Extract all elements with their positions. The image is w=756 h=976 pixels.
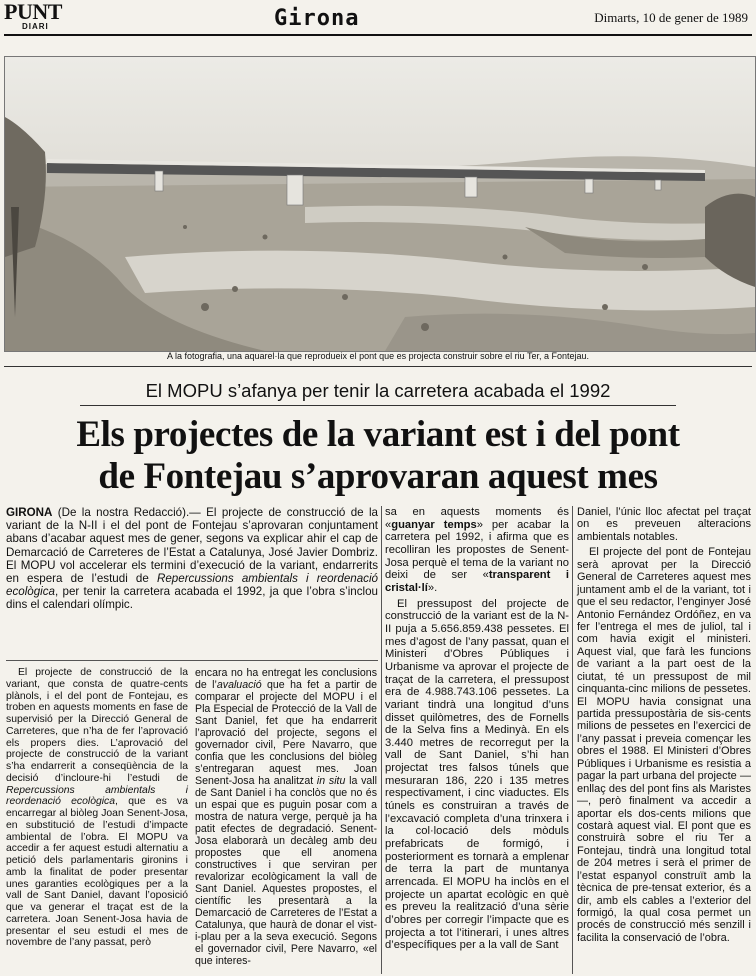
col3-text-a: sa en aquests moments és «	[385, 506, 569, 531]
article-column-1	[6, 667, 188, 952]
article-column-4	[577, 506, 751, 947]
col4-paragraph-2: El projecte del pont de Fontejau serà aprovat per la Direcció General de Carreteres aquest mes juntament amb el de la variant, tot i que el seu redactor, l’enginyer José Antonio Fernández Ordóñez, en va fer l’entrega el mes de juliol, tal i com havia exigit el ministeri. Aquest vial, que farà les funcions de variant a la part oest de la ciutat, té un pressupost de mil cinquanta-cinc milions de pessetes. El MOPU havia consignat una partida pressupostària de sis-cents milions de pessetes en l’exercici de l’any passat i preveia començar les obres el 1988. El Ministeri d’Obres Públiques i Urbanisme es resistia a pagar la part urbana del projecte —enllaç des del pont fins als Maristes—, però finalment va accedir a aportar els dos-cents milions que costarà aquest vial. El pont que es construirà sobre el riu Ter a Fontejau, tindrà una longitud total de 204 metres i serà el primer de l’estat espanyol construït amb la tècnica de pre-tensat exterior, és a dir, amb els cables a l’exterior del formigó, la qual cosa permet un procés de construcció més senzill i facilita la conservació de l’obra.	[577, 546, 751, 944]
col2-paragraph	[195, 667, 377, 967]
lead-text-2: , per tenir la carretera acabada el 1992, ja que l’obra s’inclou dins el calendari olímpic.	[6, 585, 378, 612]
article-subhead: El MOPU s’afanya per tenir la carretera acabada el 1992	[145, 380, 611, 401]
headline-line-1: Els projectes de la variant est i del pont	[76, 414, 680, 455]
section-title: Girona	[274, 6, 360, 31]
col3-paragraph-1	[385, 506, 569, 595]
lead-rule	[6, 660, 378, 661]
col3-bold-2: transparent i cristal·lí	[385, 569, 569, 594]
masthead-rule	[4, 34, 752, 36]
lead-text-1: El projecte de construcció de la variant de la N-II i el del pont de Fontejau s’aprovaran conjuntament abans d’acabar aquest mes de gener, segons va explicar ahir el cap de Demarcació de Carreteres de l’Estat a Catalunya, José Javier Dombriz. El MOPU vol accelerar els termini d’execució de la variant, endarrerits en espera de l’estudi de	[6, 506, 378, 586]
newspaper-logo: PUNT	[4, 0, 62, 24]
lead-dateline: GIRONA	[6, 506, 53, 519]
bridge-watercolor-photo	[4, 56, 756, 352]
col3-text-c: ».	[427, 581, 438, 594]
newspaper-logo-subtitle: DIARI	[22, 22, 49, 31]
masthead	[0, 0, 756, 38]
col4-paragraph-1: Daniel, l’únic lloc afectat pel traçat on es preveuen alteracions ambientals notables.	[577, 506, 751, 543]
col1-text-b: , que es va encarregar al biòleg Joan Senent-Josa, en substitució de l’estudi d’impacte ambiental de l’obra. El MOPU va accedir a fer aquest estudi alternatiu a petició dels parlamentaris gironins i amb la finalitat de poder presentar unes garanties ecològiques per a la vall de Sant Daniel, davant l’oposició que va generar el traçat est de la carretera. Joan Senent-Josa havia de presentar el seu estudi el mes de novembre de l’any passat, però	[6, 796, 188, 949]
caption-rule	[4, 366, 752, 367]
subhead-rule	[80, 405, 676, 406]
col3-text-b: » per acabar la carretera pel 1992, i afirma que es recolliran les propostes de Senent-Josa perquè el tema de la variant no deixi de ser «	[385, 518, 569, 582]
column-divider-1	[381, 506, 382, 974]
lead-italic: Repercussions ambientals i reordenació ecològica	[6, 572, 378, 599]
col2-text-b: que ha fet a partir de comparar el projecte del MOPU i el Pla Especial de Protecció de la Vall de Sant Daniel, fet que ha endarrerit l’aprovació del projecte, segons el governador civil, Pere Navarro, que confia que les conclusions del biòleg s’entregaran aquest mes. Joan Senent-Josa ha analitzat	[195, 678, 377, 787]
col2-italic-1: avaluació	[216, 678, 262, 691]
headline-line-2: de Fontejau s’aprovaran aquest mes	[98, 456, 658, 497]
col2-italic-2: in situ	[316, 774, 346, 787]
bridge-illustration	[5, 57, 755, 351]
col3-bold-1: guanyar temps	[391, 518, 477, 531]
article-headline	[0, 414, 756, 498]
col3-paragraph-2: El pressupost del projecte de construcció de la variant est de la N-II puja a 5.656.859.438 pessetes. El mes d’agost de l’any passat, quan el Ministeri d’Obres Públiques i Urbanisme va aprovar el projecte de traçat de la carretera, el pressupost era de 4.988.743.106 pessetes. La variant tindrà una longitud d’uns disset quilòmetres, des de Fornells de la Selva fins a Medinyà. En els 3.440 metres de recorregut per la vall de Sant Daniel, s’hi han projectat tres falsos túnels que mesuraran 186, 220 i 135 metres respectivament, i cinc viaductes. Els túnels es construiran a través de l’excavació completa d’una trinxera i la col·locació dels mòduls prefabricats de formigó, i posteriorment es tornarà a emplenar de terra la part de muntanya arrencada. El MOPU ha inclòs en el projecte un apartat ecològic en què es preveu la realització d’una sèrie d’obres per corregir l’impacte que es projecta a tot l’itinerari, i unes altres d’específiques per a la vall de Sant	[385, 597, 569, 952]
article-column-2	[195, 667, 377, 970]
col2-text-a: encara no ha entregat les conclusions de l’	[195, 667, 377, 691]
lead-paragraph	[6, 506, 378, 612]
photo-caption: A la fotografia, una aquarel·la que reprodueix el pont que es projecta construir sobre el riu Ter, a Fontejau.	[166, 351, 590, 361]
col1-paragraph	[6, 667, 188, 949]
article-lead	[6, 506, 378, 615]
issue-date: Dimarts, 10 de gener de 1989	[594, 10, 748, 25]
article-column-3	[385, 506, 569, 955]
column-divider-2	[572, 506, 573, 974]
col2-text-c: la vall de Sant Daniel i ha conclòs que no és un espai que es puguin posar com a mostra de natura verge, perquè ja ha patit efectes de degradació. Senent-Josa elaborarà un decàleg amb deu propostes que ell anomena constructives i que serviran per revalorizar ecològicament la vall de Sant Daniel. Aquestes propostes, el científic les presentarà a la Demarcació de Carreteres de l’Estat a Catalunya, que haurà de donar el vist-i-plau per a la seva execució. Segons el governador civil, Pere Navarro, «el que interes-	[195, 774, 377, 967]
col1-italic: Repercussions ambientals i reordenació ecològica	[6, 784, 188, 808]
col1-text-a: El projecte de construcció de la variant, que consta de quatre-cents plànols, i el del pont de Fontejau, es troben en aquests moments en fase de supervisió per la Direcció General de Carreteres, que n’ha de fer l’aprovació els propers dies. L’aprovació del projecte de construcció de la variant s’ha endarrerit a conseqüència de la decisió d’incloure-hi l’estudi de	[6, 667, 188, 784]
lead-source: (De la nostra Redacció).—	[52, 506, 207, 519]
